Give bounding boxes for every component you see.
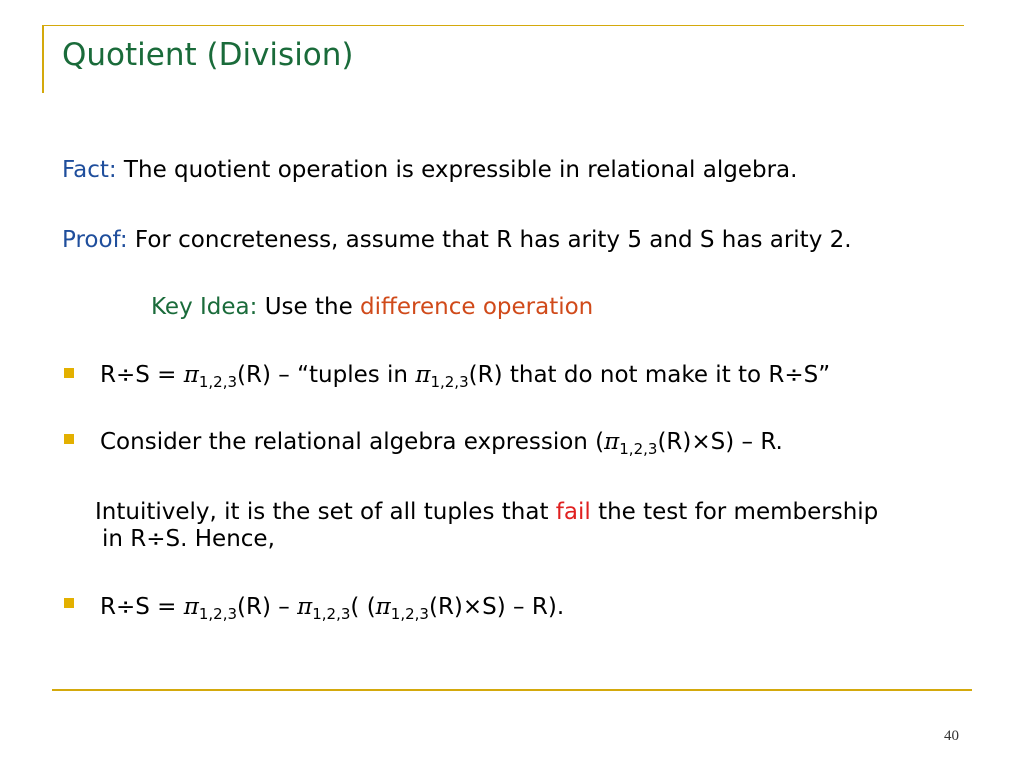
key-idea-highlight: difference operation [360,294,594,320]
key-idea-label: Key Idea: [151,294,258,320]
bullet-1-text-a: R÷S = [100,362,184,388]
pi-subscript: 1,2,3 [619,440,658,458]
key-idea-line [151,292,593,322]
pi-symbol: π [183,362,199,388]
bullet-2-text-a: Consider the relational algebra expression ( [100,429,605,455]
proof-text: For concreteness, assume that R has arity 5 and S has arity 2. [127,227,852,253]
pi-symbol: π [415,362,431,388]
pi-subscript: 1,2,3 [312,605,351,623]
intuitively-text-c: in R÷S. Hence, [102,526,275,552]
page-number: 40 [944,728,959,744]
bullet-1-text-b: (R) – “tuples in [237,362,416,388]
bullet-3-text-c: ( ( [350,594,376,620]
proof-label: Proof: [62,227,128,253]
intuitively-text-b: the test for membership [590,499,879,525]
fact-line [62,155,797,185]
pi-symbol: π [183,594,199,620]
pi-subscript: 1,2,3 [430,373,469,391]
bottom-rule [52,689,972,691]
bullet-1 [100,360,830,390]
bullet-2-text-b: (R)×S) – R. [657,429,783,455]
bullet-marker [64,598,74,608]
bullet-3-text-a: R÷S = [100,594,184,620]
bullet-3-text-d: (R)×S) – R). [428,594,565,620]
bullet-marker [64,368,74,378]
fail-word: fail [555,499,591,525]
key-idea-text: Use the [257,294,361,320]
pi-subscript: 1,2,3 [198,605,238,623]
proof-line [62,225,852,255]
slide-title: Quotient (Division) [62,37,354,73]
top-rule [42,25,964,26]
pi-subscript: 1,2,3 [198,373,238,391]
intuitively-line-2 [102,524,275,554]
intuitively-line-1 [95,497,878,527]
fact-text: The quotient operation is expressible in relational algebra. [116,157,798,183]
fact-label: Fact: [62,157,117,183]
bullet-2 [100,427,783,457]
pi-symbol: π [375,594,391,620]
pi-symbol: π [604,429,620,455]
bullet-1-text-c: (R) that do not make it to R÷S” [468,362,831,388]
pi-symbol: π [297,594,313,620]
intuitively-text-a: Intuitively, it is the set of all tuples that [95,499,556,525]
bullet-marker [64,434,74,444]
bullet-3 [100,592,564,622]
pi-subscript: 1,2,3 [390,605,429,623]
title-accent-bar [42,25,44,93]
bullet-3-text-b: (R) – [237,594,298,620]
